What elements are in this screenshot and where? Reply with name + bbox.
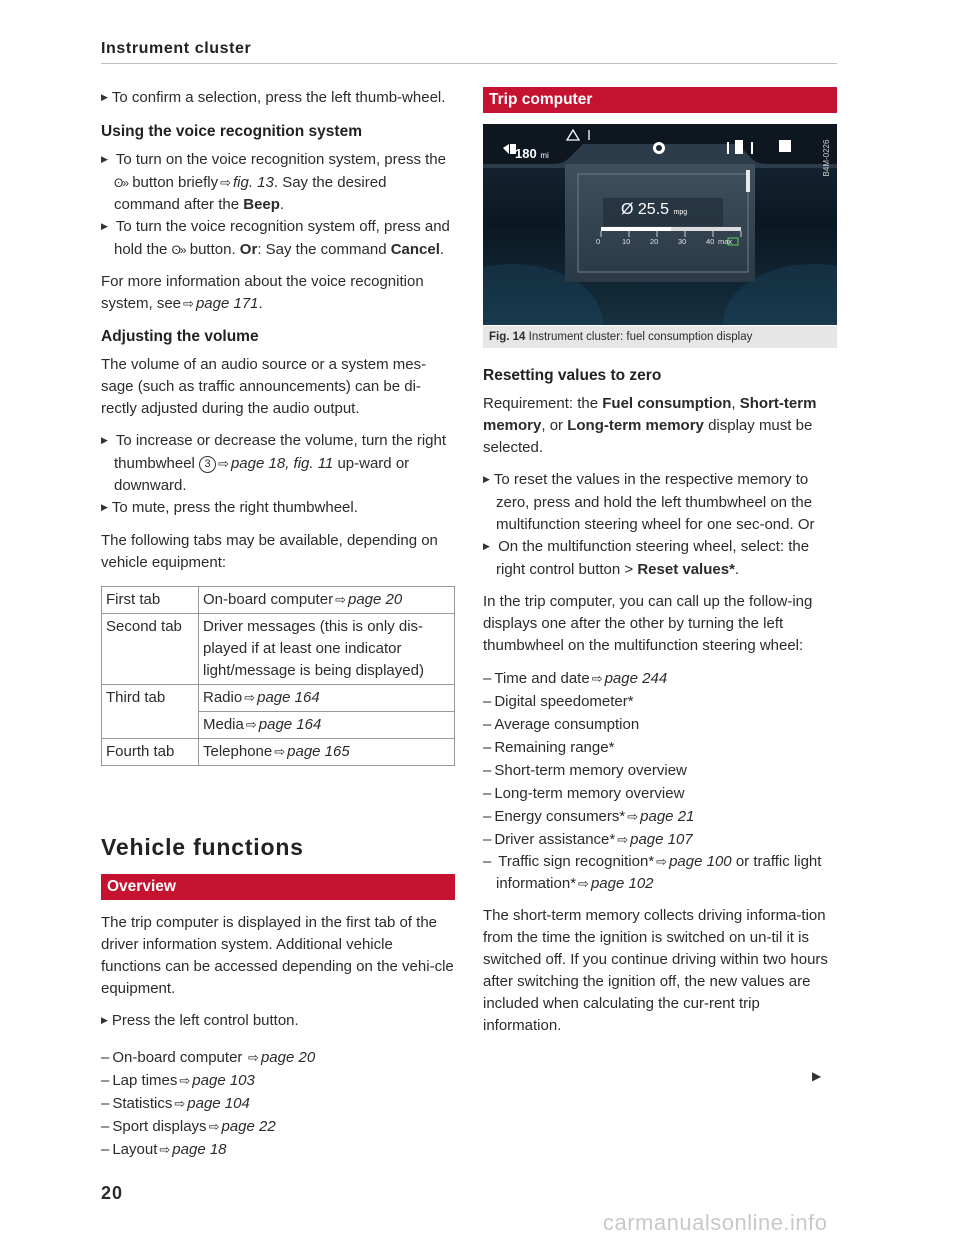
list-item: – Remaining range* bbox=[483, 736, 837, 759]
table-row bbox=[102, 685, 455, 712]
reset-heading: Resetting values to zero bbox=[483, 367, 662, 384]
page-ref-arrow-icon: ⇨ bbox=[159, 1142, 171, 1157]
scale-label: 30 bbox=[678, 237, 687, 246]
header-rule bbox=[101, 63, 837, 64]
tab-content-cell: Driver messages (this is only dis-played if at least one indicator light/message is being displayed) bbox=[199, 614, 455, 685]
list-item: – Short-term memory overview bbox=[483, 759, 837, 782]
list-item: – Energy consumers* ⇨ page 21 bbox=[483, 805, 837, 828]
volume-para: The volume of an audio source or a system mes-sage (such as traffic announcements) can be di-rectly adjusted during the audio output. bbox=[101, 356, 427, 417]
tab-content-cell: On-board computer ⇨ page 20 bbox=[199, 587, 455, 614]
voice-off-bullet: ▶ To turn the voice recognition system off, press and hold the ʘ» button. Or: Say the command Cancel. bbox=[101, 216, 455, 261]
page-ref[interactable]: page 171 bbox=[195, 295, 259, 312]
continue-arrow-icon: ▶ bbox=[812, 1069, 822, 1083]
right-column bbox=[483, 367, 837, 1037]
page-number: 20 bbox=[101, 1183, 124, 1203]
overview-para: The trip computer is displayed in the first tab of the driver information system. Additional vehicle functions can be accessed depending on the vehi-cle equipment. bbox=[101, 914, 454, 997]
scale-label: 40 bbox=[706, 237, 715, 246]
page-ref[interactable]: page 18 bbox=[172, 1141, 227, 1158]
page-ref-arrow-icon: ⇨ bbox=[220, 175, 231, 190]
scale-label: max bbox=[718, 237, 733, 246]
scale-label: 10 bbox=[622, 237, 631, 246]
page-ref-arrow-icon: ⇨ bbox=[617, 832, 629, 847]
table-row bbox=[102, 587, 455, 614]
tab-content-cell: Telephone ⇨ page 165 bbox=[199, 739, 455, 766]
vehicle-functions-heading: Vehicle functions bbox=[101, 834, 304, 860]
list-item: – Layout ⇨ page 18 bbox=[101, 1138, 455, 1161]
scale-label: 0 bbox=[596, 237, 601, 246]
page-ref[interactable]: page 244 bbox=[604, 670, 668, 687]
page-ref[interactable]: page 165 bbox=[287, 743, 350, 760]
overview-section bbox=[101, 912, 455, 1161]
fig-ref[interactable]: fig. 13 bbox=[232, 174, 274, 191]
page-ref[interactable]: page 20 bbox=[347, 591, 403, 608]
page-ref[interactable]: page 22 bbox=[221, 1118, 276, 1135]
callout-number: 3 bbox=[199, 456, 216, 473]
reset-bullet-1: ▶ To reset the values in the respective memory to zero, press and hold the left thumbwheel on the multifunction steering wheel for one sec-ond. Or bbox=[483, 469, 837, 536]
range-readout: 180 mi bbox=[515, 146, 549, 161]
figure-code: B4M-0226 bbox=[822, 139, 831, 177]
page-ref[interactable]: page 102 bbox=[590, 875, 654, 892]
list-item: – Sport displays ⇨ page 22 bbox=[101, 1115, 455, 1138]
tab-name-cell: First tab bbox=[102, 587, 199, 614]
page-ref-arrow-icon: ⇨ bbox=[218, 456, 229, 471]
table-row bbox=[102, 614, 455, 685]
page-ref-arrow-icon: ⇨ bbox=[183, 296, 194, 311]
lamp-icon bbox=[735, 140, 743, 154]
page-ref-arrow-icon: ⇨ bbox=[174, 1096, 186, 1111]
confirm-bullet: ▶ To confirm a selection, press the left thumb-wheel. bbox=[101, 87, 455, 110]
tab-content-cell: Radio ⇨ page 164 bbox=[199, 685, 455, 712]
volume-bullet: ▶ To increase or decrease the volume, turn the right thumbwheel 3 ⇨ page 18, fig. 11 up-ward or downward. bbox=[101, 430, 455, 497]
page-ref-arrow-icon: ⇨ bbox=[591, 671, 603, 686]
left-column bbox=[101, 87, 455, 766]
page-ref-arrow-icon: ⇨ bbox=[578, 876, 589, 891]
voice-on-bullet: ▶ To turn on the voice recognition system, press the ʘ» button briefly ⇨ fig. 13. Say the desired command after the Beep. bbox=[101, 149, 455, 216]
voice-icon: ʘ» bbox=[114, 176, 129, 190]
page-ref[interactable]: page 164 bbox=[257, 689, 320, 706]
list-item: – Lap times ⇨ page 103 bbox=[101, 1069, 455, 1092]
short-term-para: The short-term memory collects driving informa-tion from the time the ignition is switched on un-til it is switched off. If you continue driving within two hours after switching the ignition off, the new values are included when calculating the cur-rent trip information. bbox=[483, 907, 828, 1034]
light-icon bbox=[779, 140, 791, 152]
page-ref-arrow-icon: ⇨ bbox=[244, 1050, 259, 1065]
list-item: – On-board computer ⇨ page 20 bbox=[101, 1046, 455, 1069]
page-ref-arrow-icon: ⇨ bbox=[179, 1073, 191, 1088]
trip-para: In the trip computer, you can call up the follow-ing displays one after the other by turning the left thumbwheel on the multifunction steering wheel: bbox=[483, 593, 813, 654]
page-ref-arrow-icon: ⇨ bbox=[208, 1119, 220, 1134]
scale-label: 20 bbox=[650, 237, 659, 246]
page-ref[interactable]: page 20 bbox=[260, 1049, 316, 1066]
list-item: – Traffic sign recognition* ⇨ page 100 or traffic light information* ⇨ page 102 bbox=[483, 851, 837, 895]
page-ref-arrow-icon: ⇨ bbox=[656, 854, 668, 869]
reset-bullet-2: ▶ On the multifunction steering wheel, select: the right control button > Reset values*. bbox=[483, 536, 837, 581]
page-ref[interactable]: page 104 bbox=[187, 1095, 250, 1112]
more-info-para: For more information about the voice recognition system, see ⇨ page 171. bbox=[101, 273, 424, 312]
running-header: Instrument cluster bbox=[101, 40, 252, 57]
list-item: – Driver assistance* ⇨ page 107 bbox=[483, 828, 837, 851]
list-item: – Time and date ⇨ page 244 bbox=[483, 667, 837, 690]
page-ref[interactable]: page 103 bbox=[192, 1072, 255, 1089]
page-ref-arrow-icon: ⇨ bbox=[335, 592, 346, 607]
tab-content-cell: Media ⇨ page 164 bbox=[199, 712, 455, 739]
page-ref[interactable]: page 21 bbox=[640, 808, 695, 825]
trip-computer-bar: Trip computer bbox=[483, 87, 837, 113]
press-bullet: ▶ Press the left control button. bbox=[101, 1010, 455, 1033]
page-ref[interactable]: page 100 bbox=[669, 853, 732, 870]
voice-icon: ʘ» bbox=[171, 243, 186, 257]
list-item: – Statistics ⇨ page 104 bbox=[101, 1092, 455, 1115]
tab-name-cell: Third tab bbox=[102, 685, 199, 739]
figure-caption: Fig. 14 Instrument cluster: fuel consumption display bbox=[483, 326, 837, 348]
list-item: – Average consumption bbox=[483, 713, 837, 736]
scale-labels bbox=[596, 237, 746, 247]
tabs-table bbox=[101, 586, 455, 766]
list-item: – Digital speedometer* bbox=[483, 690, 837, 713]
tab-name-cell: Second tab bbox=[102, 614, 199, 685]
mute-bullet: ▶ To mute, press the right thumbwheel. bbox=[101, 497, 455, 520]
page-ref[interactable]: page 164 bbox=[258, 716, 322, 733]
voice-heading: Using the voice recognition system bbox=[101, 123, 362, 140]
watermark: carmanualsonline.info bbox=[603, 1210, 828, 1235]
average-consumption-readout: Ø 25.5 mpg bbox=[621, 201, 688, 218]
tabs-intro: The following tabs may be available, depending on vehicle equipment: bbox=[101, 532, 438, 571]
figure-code-box bbox=[821, 128, 835, 188]
list-item: – Long-term memory overview bbox=[483, 782, 837, 805]
functions-list bbox=[101, 1046, 455, 1161]
page-ref[interactable]: page 18, fig. 11 bbox=[230, 455, 334, 472]
overview-bar: Overview bbox=[101, 874, 455, 900]
page-ref-arrow-icon: ⇨ bbox=[627, 809, 639, 824]
page-ref-arrow-icon: ⇨ bbox=[274, 744, 286, 759]
page-ref-arrow-icon: ⇨ bbox=[245, 717, 257, 732]
table-row bbox=[102, 739, 455, 766]
requirement-para: Requirement: the Fuel consumption, Short-term memory, or Long-term memory display must be selected. bbox=[483, 395, 817, 456]
volume-heading: Adjusting the volume bbox=[101, 328, 259, 345]
page-ref-arrow-icon: ⇨ bbox=[244, 690, 256, 705]
trip-displays-list bbox=[483, 667, 837, 895]
cluster-figure bbox=[483, 124, 837, 325]
page-ref[interactable]: page 107 bbox=[630, 831, 693, 848]
tab-name-cell: Fourth tab bbox=[102, 739, 199, 766]
